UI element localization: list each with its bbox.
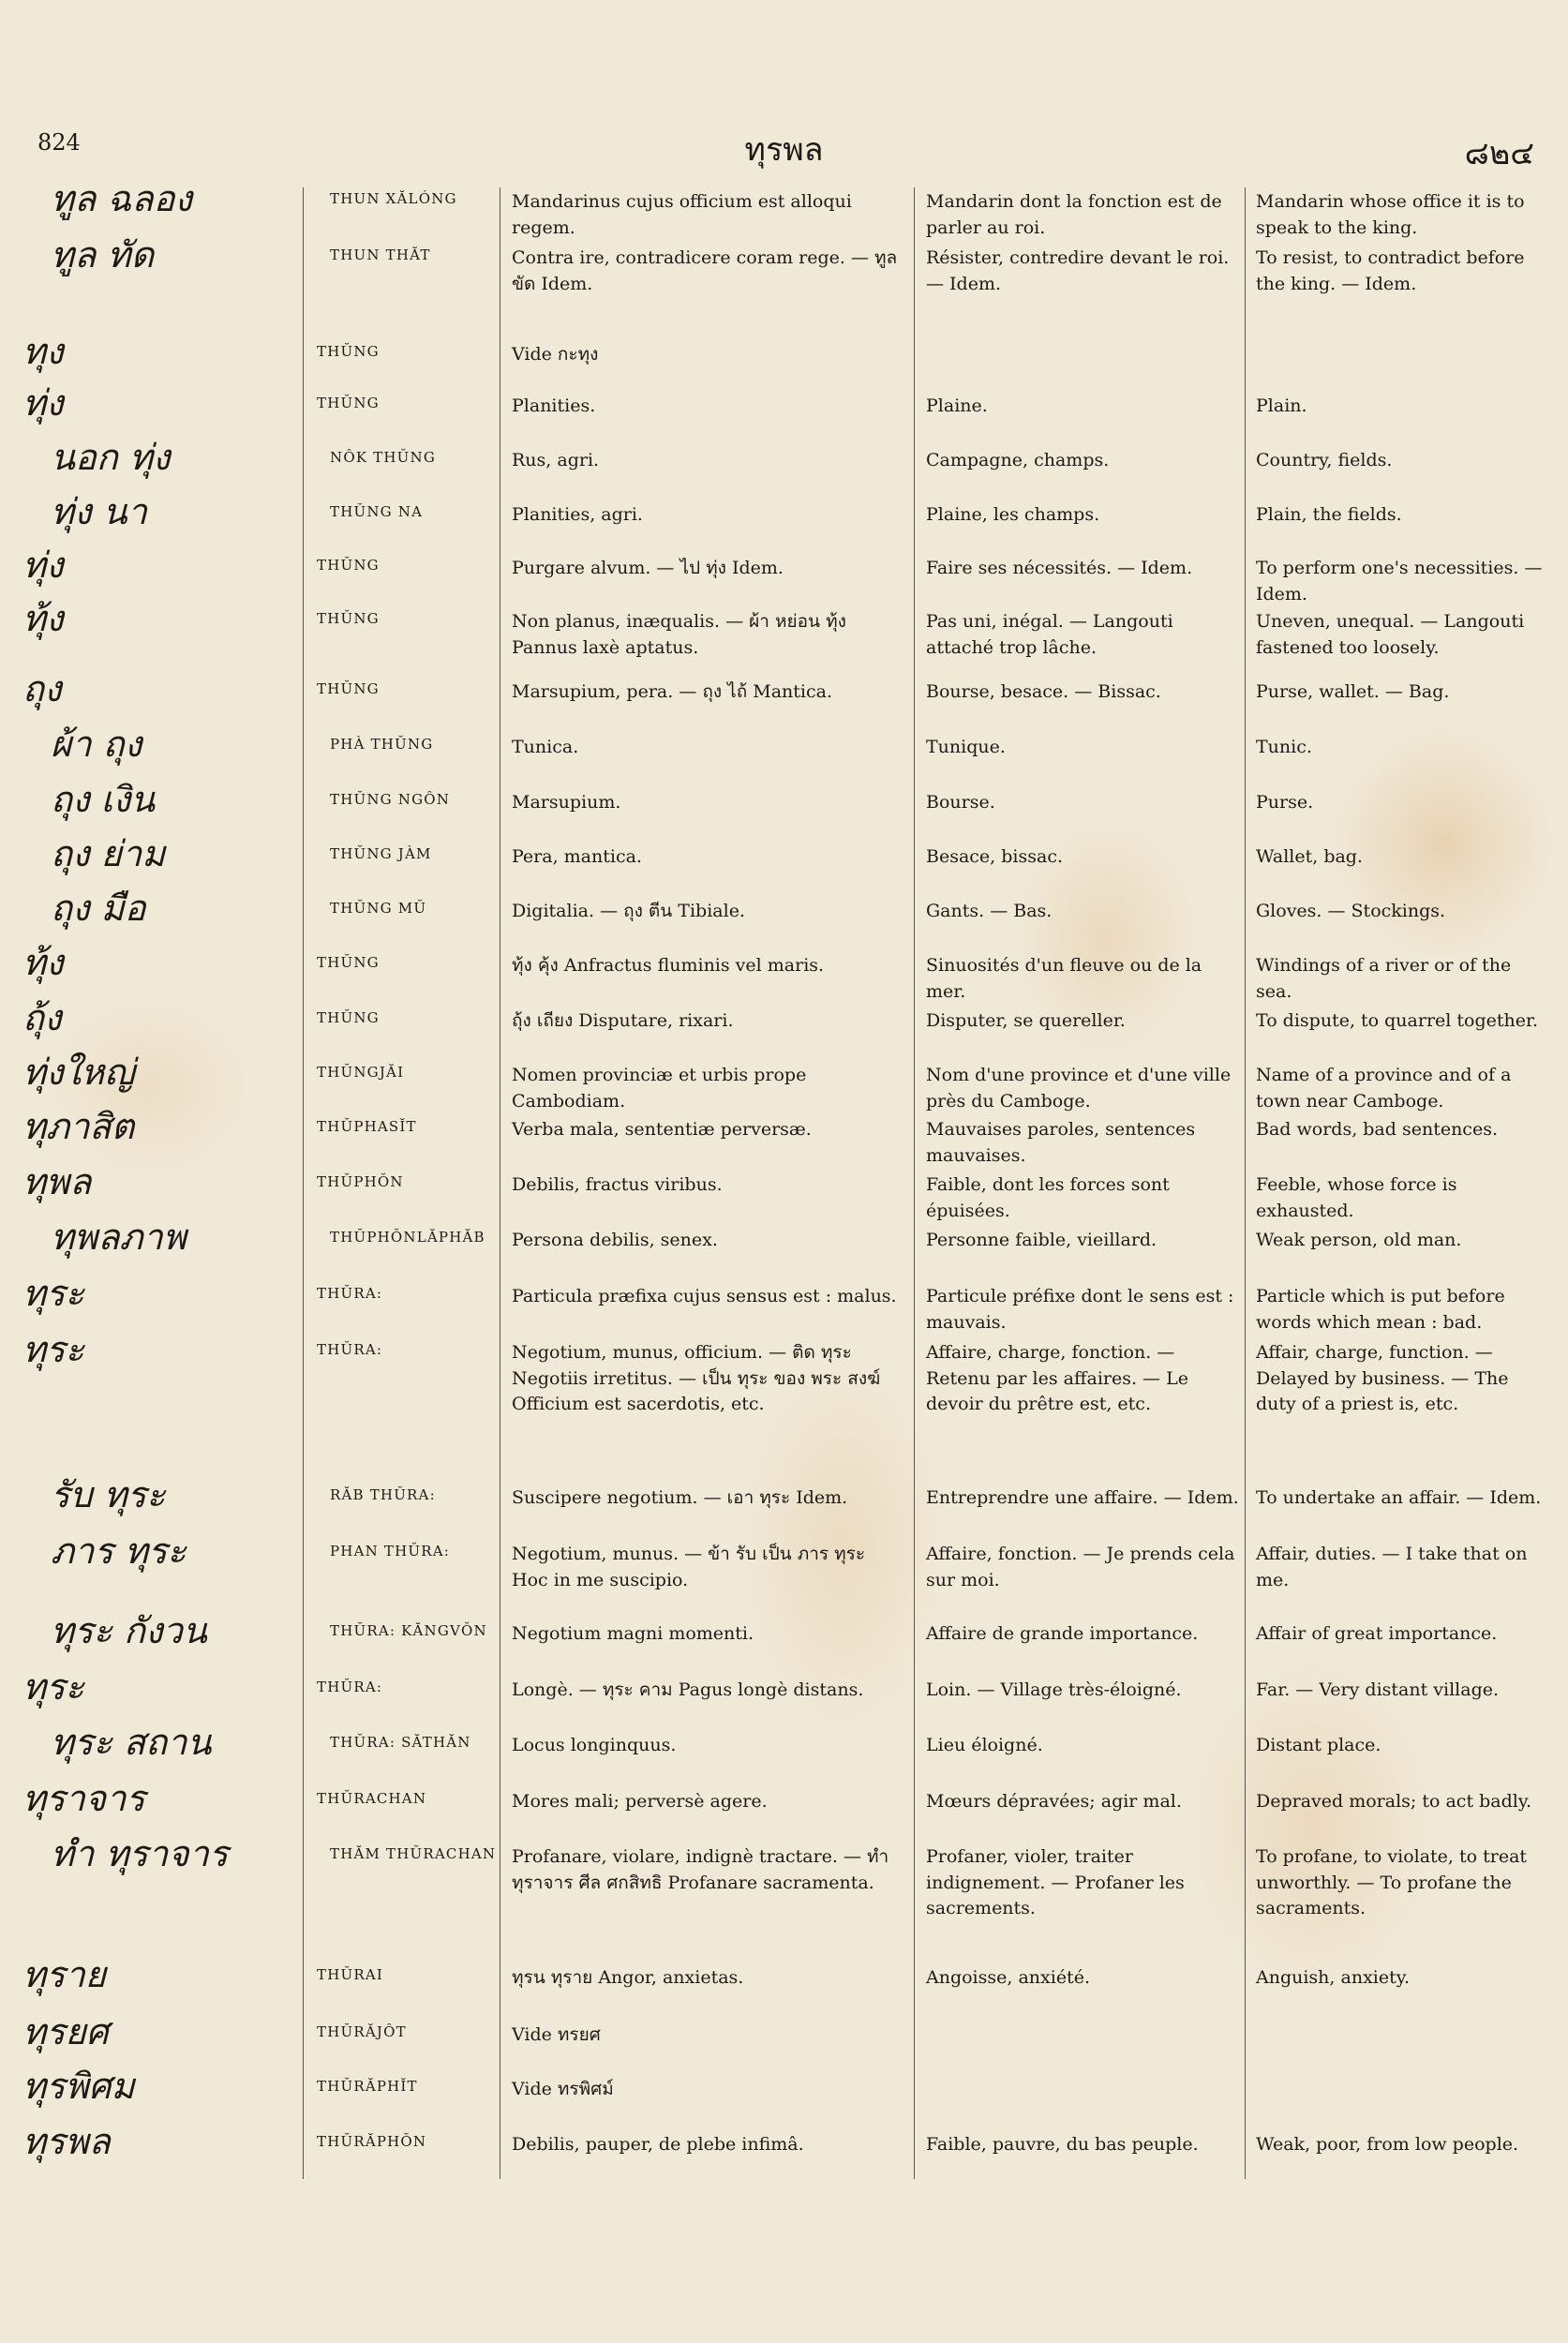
latin-definition: Locus longinquus. <box>512 1735 677 1755</box>
french-definition: Faible, pauvre, du bas peuple. <box>926 2134 1199 2155</box>
thai-headword: ทุรพล <box>22 2121 111 2162</box>
french-definition: Tunique. <box>926 737 1006 757</box>
thai-headword: นอก ทุ่ง <box>51 437 171 478</box>
latin-definition: Planities, agri. <box>512 504 643 525</box>
romanization: PHÀ THŬNG <box>330 736 434 753</box>
french-definition: Faire ses nécessités. — Idem. <box>926 558 1193 578</box>
latin-definition: Tunica. <box>512 737 579 757</box>
romanization: THŬNG <box>317 557 380 574</box>
english-definition: Bad words, bad sentences. <box>1256 1119 1498 1140</box>
latin-definition: Debilis, pauper, de plebe infimâ. <box>512 2134 804 2155</box>
french-definition: Particule préfixe dont le sens est : mauvais. <box>926 1286 1234 1333</box>
thai-headword: ทุพลภาพ <box>51 1216 187 1258</box>
english-definition: Anguish, anxiety. <box>1256 1967 1410 1988</box>
french-definition: Résister, contredire devant le roi. — Idem. <box>926 247 1230 294</box>
french-definition: Gants. — Bas. <box>926 901 1053 921</box>
romanization: THŬRA: KĂNGVŎN <box>330 1622 487 1639</box>
thai-headword: ถุง <box>22 668 62 709</box>
latin-definition: Planities. <box>512 395 596 416</box>
latin-definition: Non planus, inæqualis. — ผ้า หย่อน ทุ้ง Pannus laxè aptatus. <box>512 611 846 658</box>
romanization: THŬRĂPHŎN <box>317 2133 427 2150</box>
romanization: THŬRA: SĂTHĂN <box>330 1734 471 1751</box>
english-definition: Distant place. <box>1256 1735 1381 1755</box>
english-definition: Weak person, old man. <box>1256 1230 1462 1250</box>
latin-definition: Digitalia. — ถุง ตีน Tibiale. <box>512 901 745 921</box>
french-definition: Besace, bissac. <box>926 846 1063 867</box>
latin-definition: Nomen provinciæ et urbis prope Cambodiam. <box>512 1065 807 1112</box>
english-definition: Feeble, whose force is exhausted. <box>1256 1174 1457 1221</box>
french-definition: Mandarin dont la fonction est de parler au roi. <box>926 191 1222 238</box>
running-head: ทุรพล <box>744 131 824 169</box>
english-definition: Affair, charge, function. — Delayed by business. — The duty of a priest is, etc. <box>1256 1342 1509 1415</box>
thai-headword: ทุระ <box>22 1329 84 1370</box>
latin-definition: Persona debilis, senex. <box>512 1230 718 1250</box>
latin-definition: Longè. — ทุระ คาม Pagus longè distans. <box>512 1679 864 1700</box>
romanization: THŬRA: <box>317 1341 383 1358</box>
english-definition: Weak, poor, from low people. <box>1256 2134 1519 2155</box>
romanization: THUN XĂLÓNG <box>330 190 457 207</box>
thai-headword: ทุระ <box>22 1273 84 1314</box>
romanization: THŬPHŎN <box>317 1173 404 1190</box>
thai-headword: ภาร ทุระ <box>51 1530 187 1572</box>
latin-definition: Pera, mantica. <box>512 846 642 867</box>
column-rule <box>1245 187 1246 2179</box>
romanization: THĂM THŬRACHAN <box>330 1845 497 1862</box>
french-definition: Mauvaises paroles, sentences mauvaises. <box>926 1119 1196 1166</box>
french-definition: Campagne, champs. <box>926 450 1110 470</box>
french-definition: Plaine. <box>926 395 988 416</box>
thai-headword: รับ ทุระ <box>51 1474 166 1515</box>
romanization: THŬNG <box>317 343 380 360</box>
latin-definition: Purgare alvum. — ไป ทุ่ง Idem. <box>512 558 784 578</box>
romanization: THŬNG NA <box>330 503 424 520</box>
english-definition: To resist, to contradict before the king. — Idem. <box>1256 247 1525 294</box>
french-definition: Pas uni, inégal. — Langouti attaché trop lâche. <box>926 611 1173 658</box>
french-definition: Profaner, violer, traiter indignement. — Profaner les sacrements. <box>926 1846 1185 1919</box>
english-definition: Far. — Very distant village. <box>1256 1679 1500 1700</box>
thai-headword: ทุ่งใหญ่ <box>22 1052 135 1093</box>
page-number-thai: ๘๒๔ <box>1464 135 1534 172</box>
french-definition: Angoisse, anxiété. <box>926 1967 1090 1988</box>
thai-headword: ทูล ทัด <box>51 234 155 276</box>
thai-headword: ทุรพิศม <box>22 2066 135 2107</box>
english-definition: Purse, wallet. — Bag. <box>1256 681 1450 702</box>
english-definition: Affair, duties. — I take that on me. <box>1256 1544 1528 1590</box>
english-definition: Plain. <box>1256 395 1307 416</box>
english-definition: Tunic. <box>1256 737 1312 757</box>
thai-headword: ทุ่ง นา <box>51 491 147 532</box>
column-rule <box>914 187 915 2179</box>
french-definition: Lieu éloigné. <box>926 1735 1043 1755</box>
latin-definition: Contra ire, contradicere coram rege. — ทูล ขัด Idem. <box>512 247 898 294</box>
thai-headword: ทุง <box>22 331 64 372</box>
romanization: THŬRĂPHĬT <box>317 2078 418 2095</box>
latin-definition: Suscipere negotium. — เอา ทุระ Idem. <box>512 1487 848 1508</box>
french-definition: Faible, dont les forces sont épuisées. <box>926 1174 1170 1221</box>
latin-definition: Verba mala, sententiæ perversæ. <box>512 1119 812 1140</box>
french-definition: Bourse, besace. — Bissac. <box>926 681 1161 702</box>
french-definition: Sinuosités d'un fleuve ou de la mer. <box>926 955 1202 1002</box>
romanization: THŬPHŎNLĂPHĂB <box>330 1229 485 1246</box>
thai-headword: ถุง มือ <box>51 888 146 929</box>
thai-headword: ทำ ทุราจาร <box>51 1833 229 1874</box>
romanization: THŬNG <box>317 680 380 697</box>
romanization: THŬNG <box>317 1009 380 1026</box>
latin-definition: ทุ้ง คุ้ง Anfractus fluminis vel maris. <box>512 955 825 976</box>
latin-definition: Mandarinus cujus officium est alloqui regem. <box>512 191 852 238</box>
french-definition: Nom d'une province et d'une ville près du Camboge. <box>926 1065 1232 1112</box>
latin-definition: Particula præfixa cujus sensus est : malus. <box>512 1286 897 1306</box>
french-definition: Affaire de grande importance. <box>926 1623 1199 1644</box>
thai-headword: ทุพล <box>22 1161 92 1202</box>
romanization: THŬNG <box>317 610 380 627</box>
thai-headword: ทุราย <box>22 1954 107 1995</box>
french-definition: Affaire, fonction. — Je prends cela sur moi. <box>926 1544 1235 1590</box>
english-definition: Gloves. — Stockings. <box>1256 901 1446 921</box>
english-definition: Purse. <box>1256 792 1314 813</box>
latin-definition: Vide ทรยศ <box>512 2024 601 2045</box>
english-definition: Windings of a river or of the sea. <box>1256 955 1512 1002</box>
latin-definition: Negotium, munus, officium. — ติด ทุระ Negotiis irretitus. — เป็น ทุระ ของ พระ สงฆ์ Officium est sacerdotis, etc. <box>512 1342 881 1415</box>
english-definition: Particle which is put before words which mean : bad. <box>1256 1286 1505 1333</box>
thai-headword: ทุระ กังวน <box>51 1610 207 1651</box>
romanization: THŬRAI <box>317 1966 383 1983</box>
thai-headword: ถุง เงิน <box>51 779 156 820</box>
latin-definition: ทุรน ทุราย Angor, anxietas. <box>512 1967 744 1988</box>
latin-definition: ถุ้ง เถียง Disputare, rixari. <box>512 1010 734 1031</box>
english-definition: Country, fields. <box>1256 450 1393 470</box>
latin-definition: Vide ทรพิศม์ <box>512 2079 614 2099</box>
french-definition: Loin. — Village très-éloigné. <box>926 1679 1182 1700</box>
english-definition: Affair of great importance. <box>1256 1623 1498 1644</box>
french-definition: Plaine, les champs. <box>926 504 1100 525</box>
romanization: THŬNG MŬ <box>330 900 427 917</box>
latin-definition: Marsupium, pera. — ถุง ไถ้ Mantica. <box>512 681 833 702</box>
english-definition: Uneven, unequal. — Langouti fastened too loosely. <box>1256 611 1525 658</box>
romanization: RĂB THŬRA: <box>330 1486 436 1503</box>
french-definition: Affaire, charge, fonction. — Retenu par les affaires. — Le devoir du prêtre est, etc. <box>926 1342 1188 1415</box>
thai-headword: ทุภาสิต <box>22 1106 135 1147</box>
english-definition: Mandarin whose office it is to speak to the king. <box>1256 191 1525 238</box>
english-definition: Depraved morals; to act badly. <box>1256 1791 1532 1812</box>
latin-definition: Marsupium. <box>512 792 621 813</box>
thai-headword: ถุ้ง <box>22 997 62 1038</box>
latin-definition: Mores mali; perversè agere. <box>512 1791 768 1812</box>
latin-definition: Rus, agri. <box>512 450 600 470</box>
romanization: THŬRA: <box>317 1285 383 1302</box>
thai-headword: ทุระ สถาน <box>51 1722 212 1763</box>
english-definition: To profane, to violate, to treat unworthly. — To profane the sacraments. <box>1256 1846 1528 1919</box>
thai-headword: ผ้า ถุง <box>51 724 142 765</box>
latin-definition: Profanare, violare, indignè tractare. — ทำ ทุราจาร ศีล ศกสิทธิ Profanare sacramenta. <box>512 1846 889 1893</box>
column-rule <box>303 187 304 2179</box>
french-definition: Disputer, se quereller. <box>926 1010 1126 1031</box>
romanization: THŬPHASĬT <box>317 1118 417 1135</box>
thai-headword: ทุระ <box>22 1666 84 1708</box>
romanization: THŬNG JÀM <box>330 845 432 862</box>
french-definition: Entreprendre une affaire. — Idem. <box>926 1487 1239 1508</box>
thai-headword: ทุ่ง <box>22 545 64 586</box>
romanization: THŬNG <box>317 395 380 411</box>
romanization: THŬNGJĂI <box>317 1064 405 1081</box>
latin-definition: Debilis, fractus viribus. <box>512 1174 723 1195</box>
english-definition: To dispute, to quarrel together. <box>1256 1010 1539 1031</box>
romanization: THŬRACHAN <box>317 1790 427 1807</box>
thai-headword: ทูล ฉลอง <box>51 178 192 219</box>
romanization: NÔK THŬNG <box>330 449 437 466</box>
latin-definition: Negotium, munus. — ข้า รับ เป็น ภาร ทุระ Hoc in me suscipio. <box>512 1544 866 1590</box>
english-definition: To perform one's necessities. — Idem. <box>1256 558 1543 604</box>
french-definition: Bourse. <box>926 792 995 813</box>
latin-definition: Negotium magni momenti. <box>512 1623 754 1644</box>
romanization: THŬNG <box>317 954 380 971</box>
thai-headword: ทุรยศ <box>22 2011 109 2052</box>
thai-headword: ถุง ย่าม <box>51 833 166 874</box>
romanization: PHAN THŬRA: <box>330 1543 451 1560</box>
page-number-arabic: 824 <box>37 129 81 156</box>
thai-headword: ทุ้ง <box>22 942 64 983</box>
thai-headword: ทุ้ง <box>22 598 64 639</box>
romanization: THŬRA: <box>317 1679 383 1695</box>
thai-headword: ทุ่ง <box>22 382 64 424</box>
romanization: THŬNG NGÔN <box>330 791 451 808</box>
french-definition: Personne faible, vieillard. <box>926 1230 1157 1250</box>
french-definition: Mœurs dépravées; agir mal. <box>926 1791 1182 1812</box>
english-definition: Plain, the fields. <box>1256 504 1402 525</box>
english-definition: To undertake an affair. — Idem. <box>1256 1487 1542 1508</box>
thai-headword: ทุราจาร <box>22 1778 145 1819</box>
english-definition: Name of a province and of a town near Camboge. <box>1256 1065 1512 1112</box>
english-definition: Wallet, bag. <box>1256 846 1364 867</box>
romanization: THUN THĂT <box>330 246 431 263</box>
romanization: THŬRĂJÔT <box>317 2023 407 2040</box>
latin-definition: Vide กะทุง <box>512 344 599 365</box>
